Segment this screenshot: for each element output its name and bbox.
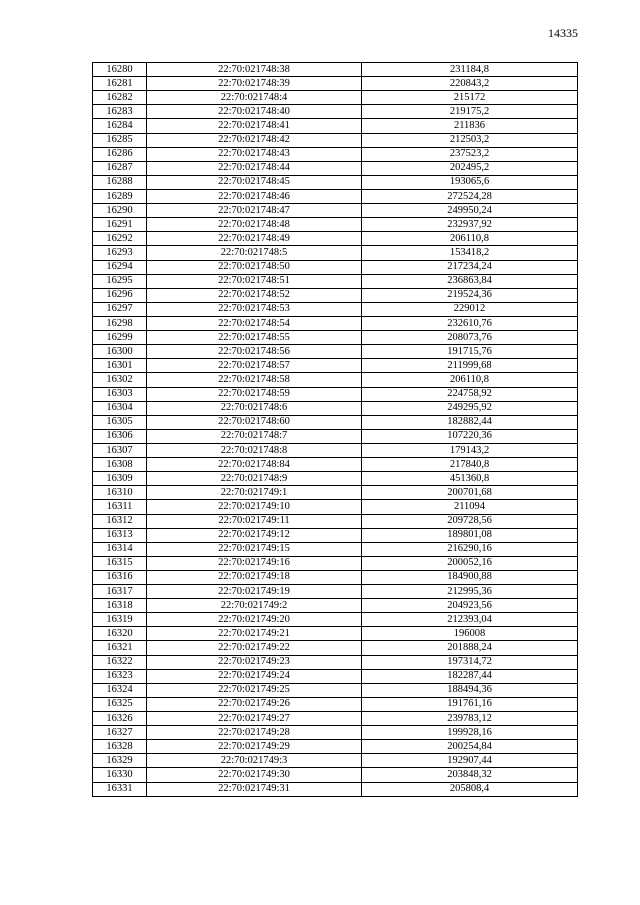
- cadastral-number-cell: 22:70:021749:18: [147, 570, 362, 584]
- table-row: [93, 655, 578, 669]
- value-cell: 451360,8: [362, 472, 578, 486]
- cadastral-number-cell: 22:70:021748:9: [147, 472, 362, 486]
- value-cell: 192907,44: [362, 754, 578, 768]
- table-row: [93, 415, 578, 429]
- row-number-cell: 16291: [93, 218, 147, 232]
- cadastral-number-cell: 22:70:021748:7: [147, 429, 362, 443]
- value-cell: 197314,72: [362, 655, 578, 669]
- row-number-cell: 16302: [93, 373, 147, 387]
- cadastral-number-cell: 22:70:021748:42: [147, 133, 362, 147]
- table-row: [93, 726, 578, 740]
- cadastral-number-cell: 22:70:021748:40: [147, 105, 362, 119]
- cadastral-number-cell: 22:70:021748:50: [147, 260, 362, 274]
- row-number-cell: 16300: [93, 345, 147, 359]
- value-cell: 184900,88: [362, 570, 578, 584]
- value-cell: 205808,4: [362, 782, 578, 796]
- table-row: [93, 570, 578, 584]
- row-number-cell: 16317: [93, 585, 147, 599]
- value-cell: 200052,16: [362, 556, 578, 570]
- table-row: [93, 542, 578, 556]
- row-number-cell: 16286: [93, 147, 147, 161]
- cadastral-number-cell: 22:70:021749:24: [147, 669, 362, 683]
- row-number-cell: 16308: [93, 458, 147, 472]
- table-row: [93, 91, 578, 105]
- cadastral-number-cell: 22:70:021748:39: [147, 77, 362, 91]
- row-number-cell: 16294: [93, 260, 147, 274]
- cadastral-number-cell: 22:70:021748:59: [147, 387, 362, 401]
- cadastral-number-cell: 22:70:021748:53: [147, 302, 362, 316]
- cadastral-number-cell: 22:70:021749:16: [147, 556, 362, 570]
- value-cell: 232937,92: [362, 218, 578, 232]
- table-row: [93, 302, 578, 316]
- value-cell: 191715,76: [362, 345, 578, 359]
- table-row: [93, 627, 578, 641]
- row-number-cell: 16281: [93, 77, 147, 91]
- row-number-cell: 16296: [93, 288, 147, 302]
- row-number-cell: 16321: [93, 641, 147, 655]
- value-cell: 249950,24: [362, 204, 578, 218]
- row-number-cell: 16280: [93, 63, 147, 77]
- table-row: [93, 585, 578, 599]
- cadastral-number-cell: 22:70:021748:4: [147, 91, 362, 105]
- value-cell: 179143,2: [362, 443, 578, 457]
- value-cell: 217840,8: [362, 458, 578, 472]
- row-number-cell: 16303: [93, 387, 147, 401]
- value-cell: 212393,04: [362, 613, 578, 627]
- cadastral-number-cell: 22:70:021749:31: [147, 782, 362, 796]
- row-number-cell: 16324: [93, 683, 147, 697]
- row-number-cell: 16301: [93, 359, 147, 373]
- value-cell: 239783,12: [362, 712, 578, 726]
- value-cell: 153418,2: [362, 246, 578, 260]
- table-row: [93, 443, 578, 457]
- value-cell: 215172: [362, 91, 578, 105]
- row-number-cell: 16307: [93, 443, 147, 457]
- cadastral-number-cell: 22:70:021749:29: [147, 740, 362, 754]
- cadastral-number-cell: 22:70:021749:19: [147, 585, 362, 599]
- table-row: [93, 63, 578, 77]
- cadastral-number-cell: 22:70:021748:43: [147, 147, 362, 161]
- cadastral-number-cell: 22:70:021748:58: [147, 373, 362, 387]
- row-number-cell: 16292: [93, 232, 147, 246]
- value-cell: 212503,2: [362, 133, 578, 147]
- table-row: [93, 373, 578, 387]
- value-cell: 200701,68: [362, 486, 578, 500]
- row-number-cell: 16287: [93, 161, 147, 175]
- value-cell: 236863,84: [362, 274, 578, 288]
- cadastral-number-cell: 22:70:021748:54: [147, 316, 362, 330]
- table-row: [93, 669, 578, 683]
- value-cell: 212995,36: [362, 585, 578, 599]
- cadastral-number-cell: 22:70:021749:3: [147, 754, 362, 768]
- cadastral-number-cell: 22:70:021749:10: [147, 500, 362, 514]
- table-row: [93, 260, 578, 274]
- row-number-cell: 16295: [93, 274, 147, 288]
- value-cell: 200254,84: [362, 740, 578, 754]
- row-number-cell: 16289: [93, 189, 147, 203]
- row-number-cell: 16319: [93, 613, 147, 627]
- table-row: [93, 218, 578, 232]
- table-row: [93, 387, 578, 401]
- value-cell: 211094: [362, 500, 578, 514]
- value-cell: 229012: [362, 302, 578, 316]
- table-row: [93, 613, 578, 627]
- row-number-cell: 16325: [93, 697, 147, 711]
- value-cell: 220843,2: [362, 77, 578, 91]
- table-row: [93, 697, 578, 711]
- row-number-cell: 16290: [93, 204, 147, 218]
- value-cell: 193065,6: [362, 175, 578, 189]
- cadastral-number-cell: 22:70:021748:45: [147, 175, 362, 189]
- value-cell: 203848,32: [362, 768, 578, 782]
- table-row: [93, 77, 578, 91]
- value-cell: 204923,56: [362, 599, 578, 613]
- table-row: [93, 189, 578, 203]
- cadastral-number-cell: 22:70:021749:22: [147, 641, 362, 655]
- row-number-cell: 16329: [93, 754, 147, 768]
- table-row: [93, 119, 578, 133]
- row-number-cell: 16285: [93, 133, 147, 147]
- value-cell: 217234,24: [362, 260, 578, 274]
- cadastral-number-cell: 22:70:021748:84: [147, 458, 362, 472]
- row-number-cell: 16318: [93, 599, 147, 613]
- cadastral-number-cell: 22:70:021748:6: [147, 401, 362, 415]
- cadastral-number-cell: 22:70:021748:52: [147, 288, 362, 302]
- row-number-cell: 16284: [93, 119, 147, 133]
- value-cell: 196008: [362, 627, 578, 641]
- table-row: [93, 246, 578, 260]
- value-cell: 201888,24: [362, 641, 578, 655]
- row-number-cell: 16313: [93, 528, 147, 542]
- row-number-cell: 16316: [93, 570, 147, 584]
- cadastral-number-cell: 22:70:021749:15: [147, 542, 362, 556]
- value-cell: 188494,36: [362, 683, 578, 697]
- table-row: [93, 288, 578, 302]
- cadastral-number-cell: 22:70:021748:48: [147, 218, 362, 232]
- table-row: [93, 556, 578, 570]
- value-cell: 219524,36: [362, 288, 578, 302]
- cadastral-number-cell: 22:70:021748:47: [147, 204, 362, 218]
- cadastral-number-cell: 22:70:021748:41: [147, 119, 362, 133]
- table-row: [93, 472, 578, 486]
- row-number-cell: 16328: [93, 740, 147, 754]
- value-cell: 219175,2: [362, 105, 578, 119]
- row-number-cell: 16299: [93, 331, 147, 345]
- table-body: [93, 63, 578, 797]
- cadastral-number-cell: 22:70:021748:49: [147, 232, 362, 246]
- cadastral-number-cell: 22:70:021748:60: [147, 415, 362, 429]
- cadastral-number-cell: 22:70:021748:51: [147, 274, 362, 288]
- value-cell: 182287,44: [362, 669, 578, 683]
- cadastral-number-cell: 22:70:021749:2: [147, 599, 362, 613]
- cadastral-number-cell: 22:70:021748:38: [147, 63, 362, 77]
- table-row: [93, 147, 578, 161]
- row-number-cell: 16330: [93, 768, 147, 782]
- table-row: [93, 429, 578, 443]
- row-number-cell: 16322: [93, 655, 147, 669]
- cadastral-number-cell: 22:70:021748:57: [147, 359, 362, 373]
- value-cell: 211999,68: [362, 359, 578, 373]
- row-number-cell: 16310: [93, 486, 147, 500]
- table-row: [93, 500, 578, 514]
- value-cell: 231184,8: [362, 63, 578, 77]
- row-number-cell: 16312: [93, 514, 147, 528]
- table-row: [93, 161, 578, 175]
- table-row: [93, 599, 578, 613]
- table-row: [93, 274, 578, 288]
- row-number-cell: 16327: [93, 726, 147, 740]
- table-row: [93, 359, 578, 373]
- table-row: [93, 712, 578, 726]
- row-number-cell: 16326: [93, 712, 147, 726]
- row-number-cell: 16309: [93, 472, 147, 486]
- row-number-cell: 16288: [93, 175, 147, 189]
- value-cell: 182882,44: [362, 415, 578, 429]
- row-number-cell: 16315: [93, 556, 147, 570]
- cadastral-number-cell: 22:70:021748:55: [147, 331, 362, 345]
- cadastral-number-cell: 22:70:021748:5: [147, 246, 362, 260]
- value-cell: 249295,92: [362, 401, 578, 415]
- cadastral-number-cell: 22:70:021749:28: [147, 726, 362, 740]
- row-number-cell: 16304: [93, 401, 147, 415]
- row-number-cell: 16331: [93, 782, 147, 796]
- value-cell: 206110,8: [362, 232, 578, 246]
- cadastral-number-cell: 22:70:021749:25: [147, 683, 362, 697]
- row-number-cell: 16323: [93, 669, 147, 683]
- cadastral-number-cell: 22:70:021749:27: [147, 712, 362, 726]
- value-cell: 208073,76: [362, 331, 578, 345]
- cadastral-number-cell: 22:70:021748:8: [147, 443, 362, 457]
- cadastral-number-cell: 22:70:021749:26: [147, 697, 362, 711]
- row-number-cell: 16305: [93, 415, 147, 429]
- value-cell: 224758,92: [362, 387, 578, 401]
- cadastral-number-cell: 22:70:021749:20: [147, 613, 362, 627]
- value-cell: 232610,76: [362, 316, 578, 330]
- table-row: [93, 232, 578, 246]
- row-number-cell: 16282: [93, 91, 147, 105]
- value-cell: 237523,2: [362, 147, 578, 161]
- cadastral-number-cell: 22:70:021748:44: [147, 161, 362, 175]
- row-number-cell: 16314: [93, 542, 147, 556]
- table-row: [93, 331, 578, 345]
- row-number-cell: 16283: [93, 105, 147, 119]
- table-row: [93, 486, 578, 500]
- row-number-cell: 16311: [93, 500, 147, 514]
- value-cell: 202495,2: [362, 161, 578, 175]
- row-number-cell: 16320: [93, 627, 147, 641]
- cadastral-number-cell: 22:70:021749:21: [147, 627, 362, 641]
- table-row: [93, 754, 578, 768]
- cadastral-number-cell: 22:70:021749:30: [147, 768, 362, 782]
- cadastral-number-cell: 22:70:021749:1: [147, 486, 362, 500]
- table-row: [93, 316, 578, 330]
- table-row: [93, 514, 578, 528]
- table-row: [93, 401, 578, 415]
- table-row: [93, 345, 578, 359]
- page-number: 14335: [548, 26, 578, 40]
- table-row: [93, 175, 578, 189]
- table-row: [93, 782, 578, 796]
- value-cell: 199928,16: [362, 726, 578, 740]
- table-row: [93, 768, 578, 782]
- row-number-cell: 16293: [93, 246, 147, 260]
- table-row: [93, 204, 578, 218]
- value-cell: 191761,16: [362, 697, 578, 711]
- cadastral-number-cell: 22:70:021749:12: [147, 528, 362, 542]
- table-row: [93, 528, 578, 542]
- table-row: [93, 740, 578, 754]
- table-row: [93, 458, 578, 472]
- row-number-cell: 16297: [93, 302, 147, 316]
- value-cell: 209728,56: [362, 514, 578, 528]
- table-row: [93, 641, 578, 655]
- value-cell: 211836: [362, 119, 578, 133]
- cadastral-number-cell: 22:70:021749:23: [147, 655, 362, 669]
- cadastral-number-cell: 22:70:021748:46: [147, 189, 362, 203]
- table-row: [93, 133, 578, 147]
- row-number-cell: 16298: [93, 316, 147, 330]
- cadastral-value-table: [92, 62, 578, 797]
- cadastral-number-cell: 22:70:021748:56: [147, 345, 362, 359]
- value-cell: 206110,8: [362, 373, 578, 387]
- value-cell: 216290,16: [362, 542, 578, 556]
- value-cell: 272524,28: [362, 189, 578, 203]
- table-row: [93, 105, 578, 119]
- table-row: [93, 683, 578, 697]
- value-cell: 107220,36: [362, 429, 578, 443]
- row-number-cell: 16306: [93, 429, 147, 443]
- cadastral-number-cell: 22:70:021749:11: [147, 514, 362, 528]
- value-cell: 189801,08: [362, 528, 578, 542]
